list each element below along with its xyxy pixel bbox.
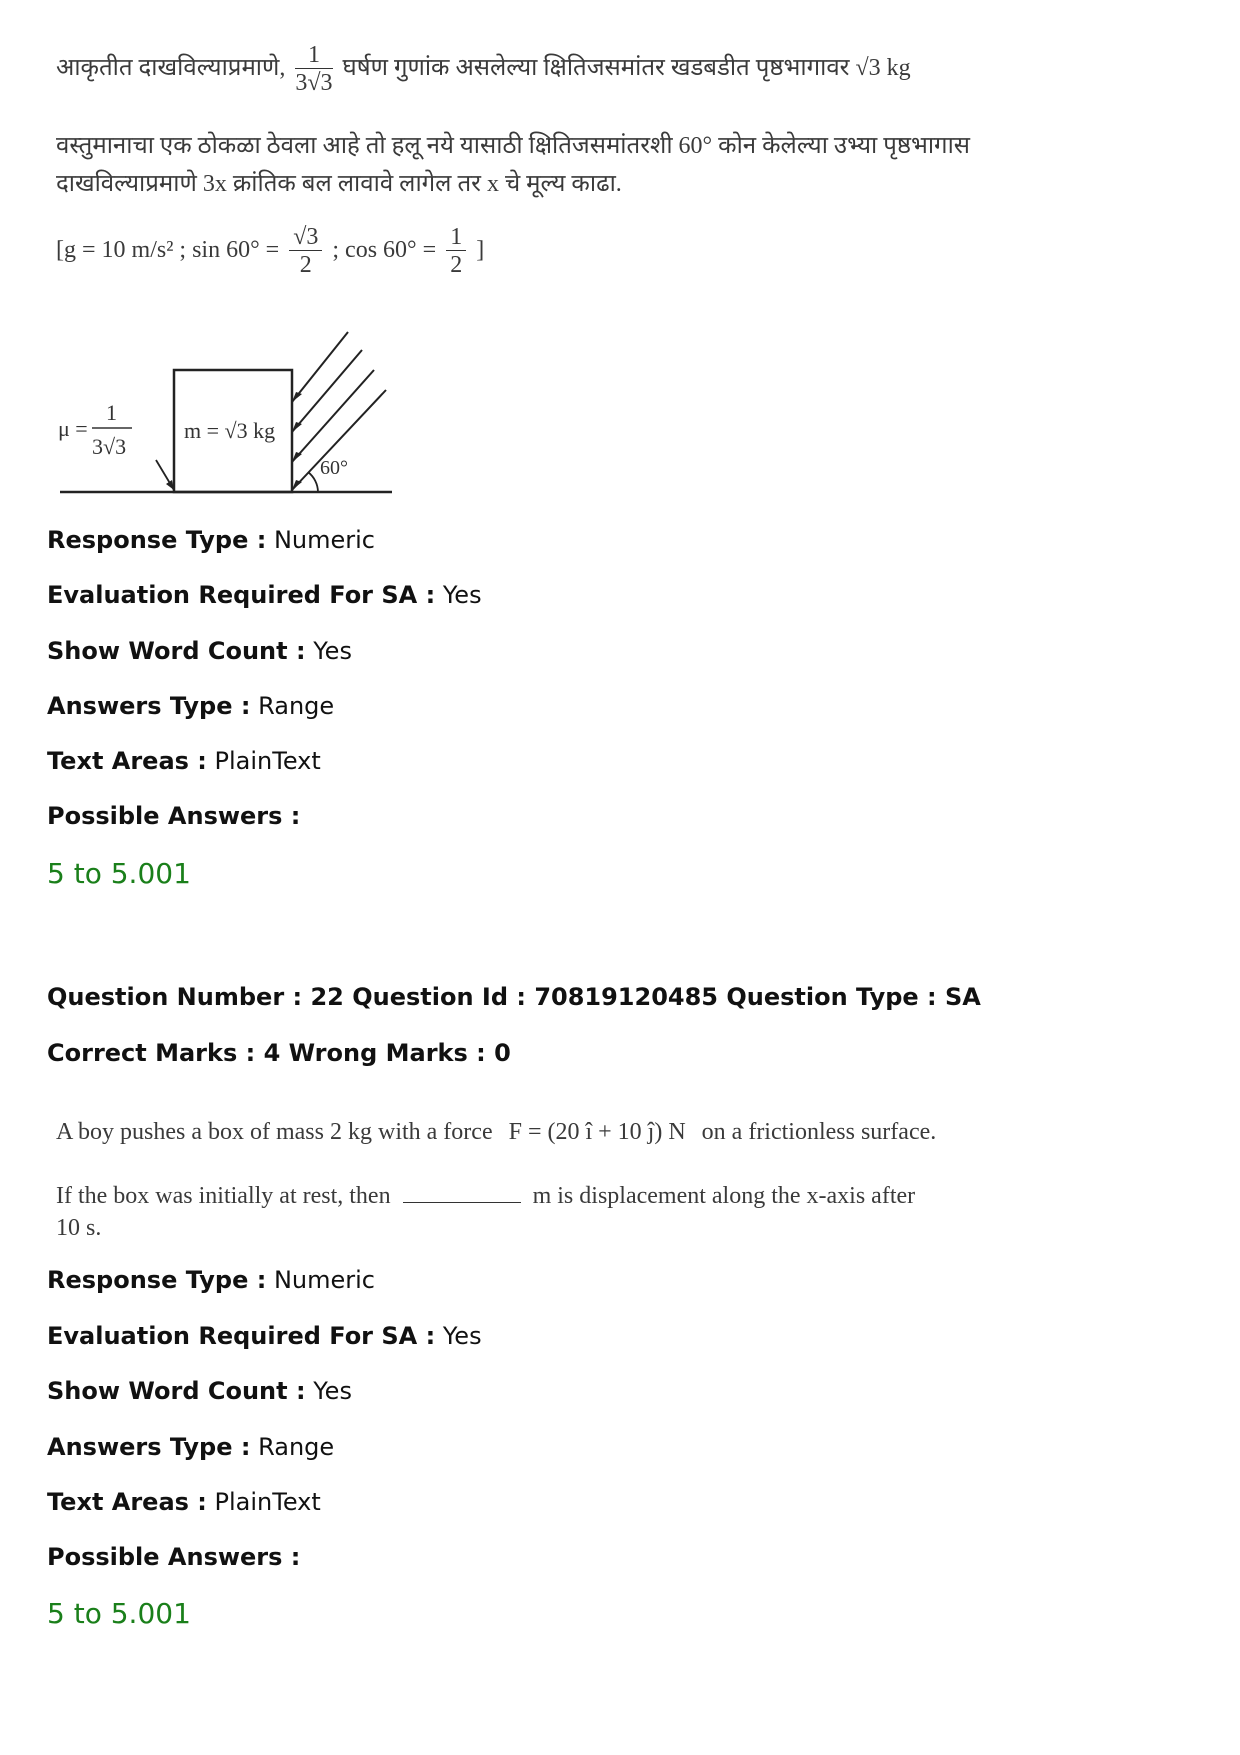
q22-response-type <box>47 1265 375 1295</box>
q21-word-count <box>47 636 352 666</box>
arrow-head-1 <box>292 392 302 402</box>
q21-possible-answers <box>47 801 300 831</box>
q22-answers-type <box>47 1432 334 1462</box>
q21-mu-denominator: 3√3 <box>295 70 333 96</box>
q21-given-g: [g = 10 m/s² ; sin 60° = <box>56 237 280 264</box>
q22-stem-surface: on a frictionless surface. <box>701 1119 937 1145</box>
q21-stem-line2: वस्तुमानाचा एक ठोकळा ठेवला आहे तो हलू नये यासाठी क्षितिजसमांतरशी 60° कोन केलेल्या उभ्या पृष्ठभागास <box>56 133 971 159</box>
q22-text-areas-label: Text Areas : <box>47 1488 207 1516</box>
q21-cos-numerator: 1 <box>446 224 466 251</box>
q22-word-count <box>47 1376 352 1406</box>
arrow-head-2 <box>292 422 302 432</box>
q21-eval-label: Evaluation Required For SA : <box>47 581 436 609</box>
q21-eval-value: Yes <box>442 581 482 609</box>
q21-given-close: ] <box>476 237 485 264</box>
force-arrow-1 <box>292 332 348 402</box>
q21-word-count-label: Show Word Count : <box>47 637 306 665</box>
q22-possible-label: Possible Answers : <box>47 1543 301 1571</box>
q21-mu-fraction <box>295 42 332 97</box>
angle-arc <box>308 472 318 492</box>
q22-word-count-label: Show Word Count : <box>47 1377 306 1405</box>
q22-eval-required <box>47 1321 482 1351</box>
q21-answers-type-label: Answers Type : <box>47 692 251 720</box>
q21-answer-value: 5 to 5.001 <box>47 857 191 890</box>
fig-mu-denominator: 3√3 <box>92 434 127 459</box>
fig-mu-numerator: 1 <box>106 400 117 425</box>
angle-label: 60° <box>320 457 348 479</box>
fig-mass-label: m = √3 kg <box>184 418 276 443</box>
q21-text-areas <box>47 746 321 776</box>
q22-text-areas-value: PlainText <box>214 1488 321 1516</box>
q22-force-expression: F = (20 î + 10 ĵ) N <box>508 1119 686 1145</box>
q21-sin-denominator: 2 <box>299 252 312 278</box>
q22-header: Question Number : 22 Question Id : 70819120485 Question Type : SA <box>47 983 981 1011</box>
q21-sin-fraction <box>289 224 322 279</box>
q21-cos-denominator: 2 <box>450 252 463 278</box>
q22-word-count-value: Yes <box>313 1377 352 1405</box>
q21-answers-type-value: Range <box>258 692 335 720</box>
q21-stem-intro: आकृतीत दाखविल्याप्रमाणे, <box>56 55 286 82</box>
q22-answer-blank <box>403 1202 521 1203</box>
q22-response-type-label: Response Type : <box>47 1266 267 1294</box>
q21-cos-fraction <box>446 224 466 279</box>
q22-stem-line1 <box>56 1116 936 1148</box>
q22-response-type-value: Numeric <box>273 1266 375 1294</box>
force-arrow-2 <box>292 350 362 432</box>
arrow-head-3 <box>292 452 302 462</box>
q22-answers-type-label: Answers Type : <box>47 1433 251 1461</box>
q21-eval-required <box>47 580 482 610</box>
q21-response-type-label: Response Type : <box>47 526 267 554</box>
q22-stem-displacement: m is displacement along the x-axis after <box>532 1183 916 1209</box>
q21-given-values <box>56 224 484 279</box>
q21-stem-friction-text: घर्षण गुणांक असलेल्या क्षितिजसमांतर खडबडीत पृष्ठभागावर <box>342 55 850 82</box>
q21-stem-line1 <box>56 42 911 97</box>
q21-response-type-value: Numeric <box>273 526 375 554</box>
q22-possible-answers <box>47 1542 300 1572</box>
q22-answer-value: 5 to 5.001 <box>47 1597 191 1630</box>
q21-mu-numerator: 1 <box>295 42 332 69</box>
q21-answers-type <box>47 691 334 721</box>
q21-sin-numerator: √3 <box>289 224 322 251</box>
q22-stem-rest: If the box was initially at rest, then <box>56 1183 391 1209</box>
q21-block-figure <box>56 322 406 502</box>
q21-text-areas-value: PlainText <box>214 747 321 775</box>
q21-response-type <box>47 525 375 555</box>
q22-stem-line3: 10 s. <box>56 1215 102 1241</box>
q22-eval-value: Yes <box>442 1322 482 1350</box>
arrow-head-4 <box>292 480 302 490</box>
q22-text-areas <box>47 1487 321 1517</box>
q21-given-cos: ; cos 60° = <box>332 237 437 264</box>
q22-answers-type-value: Range <box>258 1433 335 1461</box>
q21-mass-value: √3 kg <box>855 55 911 82</box>
q21-word-count-value: Yes <box>313 637 352 665</box>
q22-eval-label: Evaluation Required For SA : <box>47 1322 436 1350</box>
q21-possible-label: Possible Answers : <box>47 802 301 830</box>
q21-text-areas-label: Text Areas : <box>47 747 207 775</box>
q21-stem-line3: दाखविल्याप्रमाणे 3x क्रांतिक बल लावावे लागेल तर x चे मूल्य काढा. <box>56 171 622 197</box>
fig-mu-label: μ = <box>58 416 88 441</box>
q22-marks: Correct Marks : 4 Wrong Marks : 0 <box>47 1039 511 1067</box>
q22-stem-intro: A boy pushes a box of mass 2 kg with a force <box>56 1119 493 1145</box>
arrow-heads <box>292 392 302 490</box>
q22-stem-line2 <box>56 1180 915 1212</box>
